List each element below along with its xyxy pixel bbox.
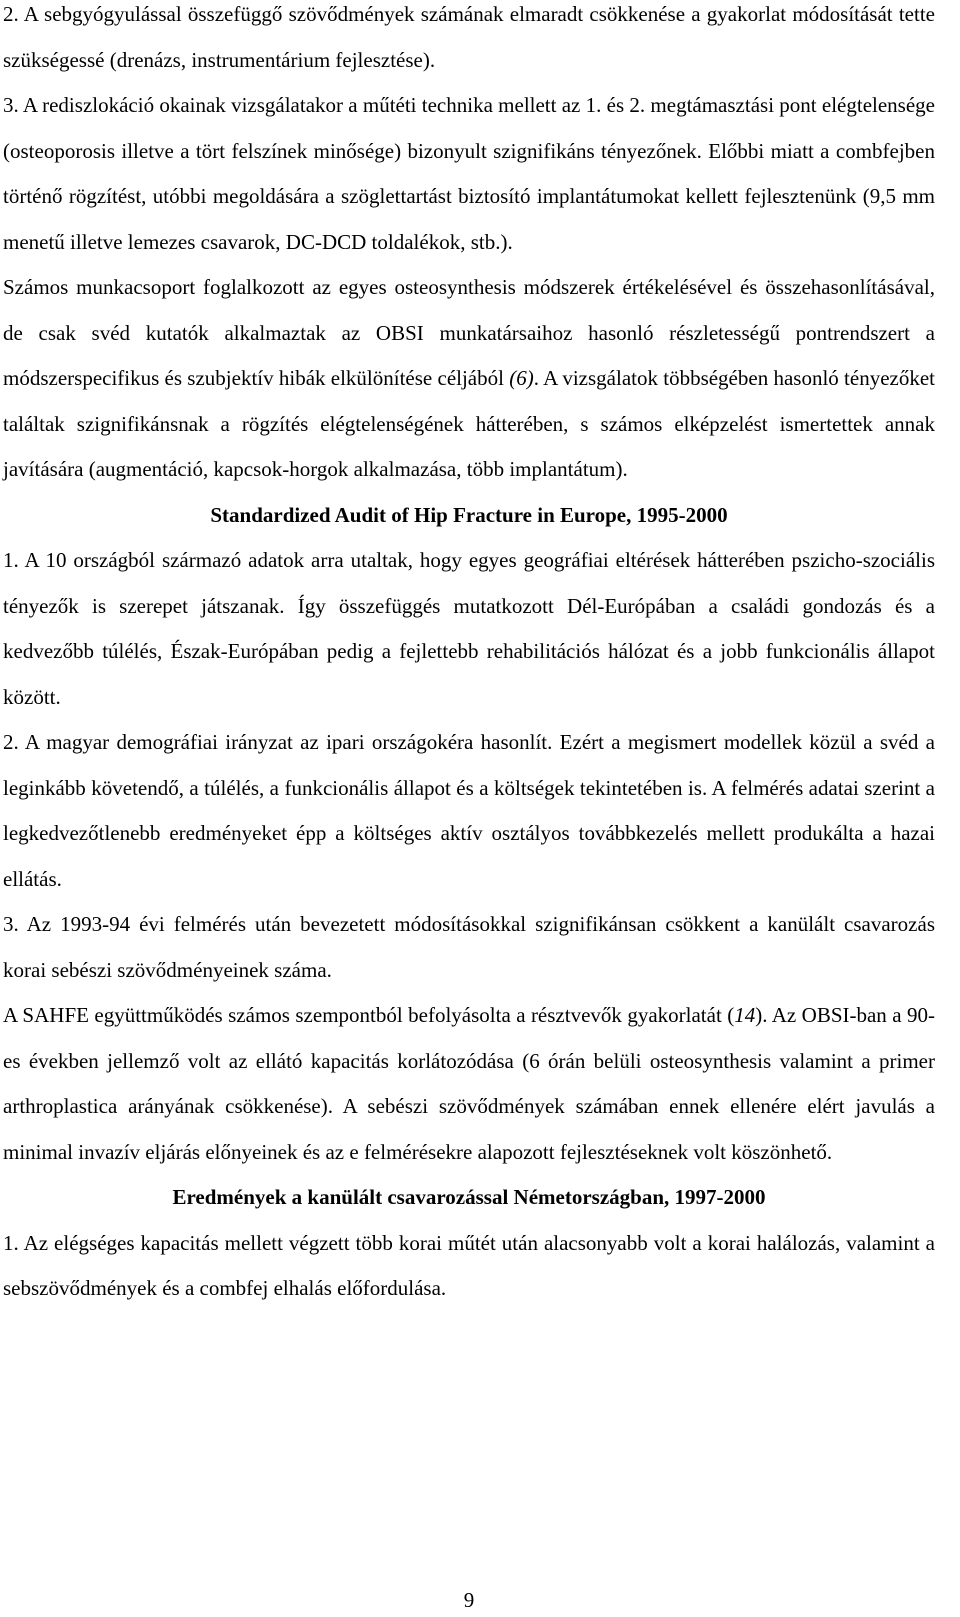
paragraph-redislocation: 3. A rediszlokáció okainak vizsgálatakor a műtéti technika mellett az 1. és 2. megtámasztási pont elégtelensége (osteoporosis illetve a tört felszínek minősége) bizonyult szignifikáns tényezőnek. Előbbi miatt a combfejben történő rögzítést, utóbbi megoldására a szöglettartást biztosító implantátumokat kellett fejlesztenünk (9,5 mm menetű illetve lemezes csavarok, DC-DCD toldalékok, stb.). [3, 93, 935, 254]
paragraph-geographic-differences: 1. A 10 országból származó adatok arra utaltak, hogy egyes geográfiai eltérések hátterében pszicho-szociális tényezők is szerepet játszanak. Így összefüggés mutatkozott Dél-Európában a családi gondozás és a kedvezőbb túlélés, Észak-Európában pedig a fejlettebb rehabilitációs hálózat és a jobb funkcionális állapot között. [3, 548, 935, 709]
citation-reference: 14 [734, 1003, 756, 1027]
paragraph-osteosynthesis-comparison [3, 265, 935, 493]
paragraph-hungarian-demography: 2. A magyar demográfiai irányzat az ipari országokéra hasonlít. Ezért a megismert modellek közül a svéd a leginkább követendő, a túlélés, a funkcionális állapot és a költségek tekintetében is. A felmérés adatai szerint a legkedvezőtlenebb eredményeket épp a költséges aktív osztályos továbbkezelés mellett produkálta a hazai ellátás. [3, 730, 935, 891]
section-heading-germany: Eredmények a kanülált csavarozással Németországban, 1997-2000 [172, 1185, 766, 1209]
paragraph-survey-1993-94: 3. Az 1993-94 évi felmérés után bevezetett módosításokkal szignifikánsan csökkent a kanülált csavarozás korai sebészi szövődményeinek száma. [3, 912, 935, 982]
paragraph-text: . A vizsgálatok többségében hasonló tényezőket találtak szignifikánsnak a rögzítés elégtelenségének hátterében, s számos elképzelést ismertettek annak javítására (augmentáció, kapcsok-horgok alkalmazása, több implantátum). [3, 366, 935, 481]
section-heading-sahfe: Standardized Audit of Hip Fracture in Europe, 1995-2000 [210, 502, 728, 527]
paragraph-text: ). Az OBSI-ban a 90-es években jellemző volt az ellátó kapacitás korlátozódása (6 órán belüli osteosynthesis valamint a primer arthroplastica arányának csökkenése). A sebészi szövődmények számában ennek ellenére elért javulás a minimal invazív eljárás előnyeinek és az e felmérésekre alapozott fejlesztéseknek volt köszönhető. [3, 1003, 935, 1164]
paragraph-early-surgery: 1. Az elégséges kapacitás mellett végzett több korai műtét után alacsonyabb volt a korai halálozás, valamint a sebszövődmények és a combfej elhalás előfordulása. [3, 1230, 935, 1300]
citation-reference: (6) [509, 366, 534, 390]
page-number: 9 [463, 1588, 475, 1612]
paragraph-text: A SAHFE együttműködés számos szempontból befolyásolta a résztvevők gyakorlatát ( [3, 1003, 735, 1027]
paragraph-wound-complications: 2. A sebgyógyulással összefüggő szövődmények számának elmaradt csökkenése a gyakorlat módosítását tette szükségessé (drenázs, instrumentárium fejlesztése). [3, 2, 935, 72]
document-page [3, 0, 935, 1612]
paragraph-text: Számos munkacsoport foglalkozott az egyes osteosynthesis módszerek értékelésével és összehasonlításával, de csak svéd kutatók alkalmaztak az OBSI munkatársaihoz hasonló részletességű pontrendszert a módszerspecifikus és szubjektív hibák elkülönítése céljából [3, 275, 935, 390]
paragraph-sahfe-cooperation [3, 993, 935, 1175]
